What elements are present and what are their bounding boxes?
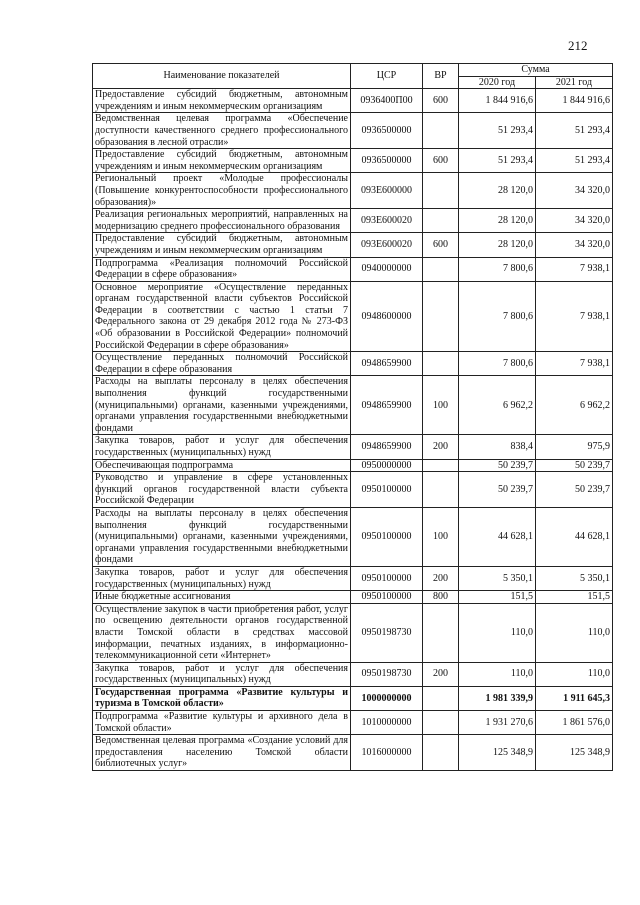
row-2020-cell: 110,0 <box>459 662 536 686</box>
row-2021-cell: 7 938,1 <box>536 352 613 376</box>
row-name-cell: Региональный проект «Молодые профессионалы (Повышение конкурентоспособности профессионального образования)» <box>93 173 351 209</box>
row-2020-cell: 125 348,9 <box>459 735 536 771</box>
table-row <box>93 662 613 686</box>
row-2021-cell: 44 628,1 <box>536 507 613 566</box>
row-vr-cell <box>423 352 459 376</box>
row-csr-cell: 0948600000 <box>351 281 423 352</box>
row-name-cell: Расходы на выплаты персоналу в целях обеспечения выполнения функций государственными (муниципальными) органами, казенными учреждениями, органами управления государственными внебюджетными фондами <box>93 507 351 566</box>
table-row <box>93 507 613 566</box>
row-name-cell: Подпрограмма «Реализация полномочий Российской Федерации в сфере образования» <box>93 257 351 281</box>
header-year-2020: 2020 год <box>459 76 536 89</box>
row-vr-cell: 600 <box>423 149 459 173</box>
row-csr-cell: 093E600020 <box>351 209 423 233</box>
row-name-cell: Реализация региональных мероприятий, направленных на модернизацию среднего профессионального образования <box>93 209 351 233</box>
row-vr-cell: 600 <box>423 233 459 257</box>
row-2021-cell: 5 350,1 <box>536 566 613 590</box>
row-2020-cell: 28 120,0 <box>459 173 536 209</box>
row-csr-cell: 0948659900 <box>351 435 423 459</box>
table-row <box>93 566 613 590</box>
row-2021-cell: 51 293,4 <box>536 149 613 173</box>
row-2020-cell: 110,0 <box>459 603 536 662</box>
row-vr-cell: 200 <box>423 566 459 590</box>
row-csr-cell: 0950100000 <box>351 591 423 604</box>
row-vr-cell <box>423 603 459 662</box>
row-vr-cell: 100 <box>423 507 459 566</box>
row-vr-cell: 800 <box>423 591 459 604</box>
row-csr-cell: 093E600000 <box>351 173 423 209</box>
table-row <box>93 435 613 459</box>
row-name-cell: Предоставление субсидий бюджетным, автономным учреждениям и иным некоммерческим организациям <box>93 233 351 257</box>
table-row <box>93 281 613 352</box>
row-vr-cell <box>423 113 459 149</box>
row-2021-cell: 50 239,7 <box>536 459 613 472</box>
row-2021-cell: 151,5 <box>536 591 613 604</box>
row-name-cell: Государственная программа «Развитие культуры и туризма в Томской области» <box>93 686 351 710</box>
table-row <box>93 89 613 113</box>
header-sum: Сумма <box>459 64 613 77</box>
row-name-cell: Ведомственная целевая программа «Создание условий для предоставления населению Томской области библиотечных услуг» <box>93 735 351 771</box>
table-row <box>93 735 613 771</box>
row-vr-cell: 200 <box>423 662 459 686</box>
row-name-cell: Предоставление субсидий бюджетным, автономным учреждениям и иным некоммерческим организациям <box>93 149 351 173</box>
row-vr-cell <box>423 686 459 710</box>
row-2020-cell: 7 800,6 <box>459 352 536 376</box>
row-name-cell: Закупка товаров, работ и услуг для обеспечения государственных (муниципальных) нужд <box>93 662 351 686</box>
row-csr-cell: 0936400П00 <box>351 89 423 113</box>
row-2021-cell: 110,0 <box>536 662 613 686</box>
row-vr-cell <box>423 735 459 771</box>
row-csr-cell: 0950100000 <box>351 472 423 508</box>
row-2021-cell: 1 861 576,0 <box>536 711 613 735</box>
row-2020-cell: 50 239,7 <box>459 472 536 508</box>
row-csr-cell: 0950100000 <box>351 507 423 566</box>
table-body <box>93 89 613 771</box>
row-2021-cell: 7 938,1 <box>536 281 613 352</box>
header-row <box>93 64 613 77</box>
table-row <box>93 591 613 604</box>
row-2020-cell: 6 962,2 <box>459 376 536 435</box>
row-2021-cell: 51 293,4 <box>536 113 613 149</box>
row-csr-cell: 1016000000 <box>351 735 423 771</box>
row-vr-cell <box>423 472 459 508</box>
header-vr: ВР <box>423 64 459 89</box>
row-name-cell: Предоставление субсидий бюджетным, автономным учреждениям и иным некоммерческим организациям <box>93 89 351 113</box>
row-csr-cell: 0936500000 <box>351 149 423 173</box>
table-row <box>93 603 613 662</box>
row-2020-cell: 7 800,6 <box>459 257 536 281</box>
row-2021-cell: 975,9 <box>536 435 613 459</box>
row-name-cell: Осуществление переданных полномочий Российской Федерации в сфере образования <box>93 352 351 376</box>
row-2020-cell: 28 120,0 <box>459 233 536 257</box>
table-row <box>93 209 613 233</box>
row-vr-cell: 600 <box>423 89 459 113</box>
table-row <box>93 113 613 149</box>
table-row <box>93 686 613 710</box>
row-csr-cell: 0950198730 <box>351 662 423 686</box>
row-2020-cell: 44 628,1 <box>459 507 536 566</box>
row-2021-cell: 1 844 916,6 <box>536 89 613 113</box>
row-2020-cell: 7 800,6 <box>459 281 536 352</box>
row-csr-cell: 1000000000 <box>351 686 423 710</box>
row-2020-cell: 151,5 <box>459 591 536 604</box>
table-row <box>93 352 613 376</box>
row-vr-cell <box>423 281 459 352</box>
row-2020-cell: 28 120,0 <box>459 209 536 233</box>
row-2020-cell: 5 350,1 <box>459 566 536 590</box>
row-csr-cell: 0950100000 <box>351 566 423 590</box>
row-2021-cell: 34 320,0 <box>536 209 613 233</box>
row-name-cell: Обеспечивающая подпрограмма <box>93 459 351 472</box>
row-2020-cell: 838,4 <box>459 435 536 459</box>
row-name-cell: Иные бюджетные ассигнования <box>93 591 351 604</box>
row-vr-cell <box>423 209 459 233</box>
row-2020-cell: 1 981 339,9 <box>459 686 536 710</box>
row-2021-cell: 34 320,0 <box>536 173 613 209</box>
row-vr-cell <box>423 257 459 281</box>
row-2021-cell: 125 348,9 <box>536 735 613 771</box>
table-row <box>93 173 613 209</box>
row-name-cell: Основное мероприятие «Осуществление переданных органам государственной власти субъектов Российской Федерации в соответствии с частью 1 статьи 7 Федерального закона от 29 декабря 2012 года № 273-ФЗ «Об образовании в Российской Федерации» полномочий Российской Федерации в сфере образования» <box>93 281 351 352</box>
page-number: 212 <box>568 38 588 53</box>
row-csr-cell: 1010000000 <box>351 711 423 735</box>
row-vr-cell: 100 <box>423 376 459 435</box>
row-name-cell: Закупка товаров, работ и услуг для обеспечения государственных (муниципальных) нужд <box>93 435 351 459</box>
table-row <box>93 711 613 735</box>
budget-table <box>92 63 613 771</box>
row-2020-cell: 50 239,7 <box>459 459 536 472</box>
row-name-cell: Осуществление закупок в части приобретения работ, услуг по освещению деятельности органов государственной власти Томской области в средствах массовой информации, печатных изданиях, в информационно-телекоммуникационной сети «Интернет» <box>93 603 351 662</box>
row-csr-cell: 0940000000 <box>351 257 423 281</box>
table-row <box>93 472 613 508</box>
row-2020-cell: 1 931 270,6 <box>459 711 536 735</box>
row-name-cell: Закупка товаров, работ и услуг для обеспечения государственных (муниципальных) нужд <box>93 566 351 590</box>
row-vr-cell <box>423 711 459 735</box>
table-row <box>93 459 613 472</box>
table-row <box>93 257 613 281</box>
row-name-cell: Подпрограмма «Развитие культуры и архивного дела в Томской области» <box>93 711 351 735</box>
row-2021-cell: 50 239,7 <box>536 472 613 508</box>
header-year-2021: 2021 год <box>536 76 613 89</box>
row-vr-cell: 200 <box>423 435 459 459</box>
row-csr-cell: 0950000000 <box>351 459 423 472</box>
table-row <box>93 376 613 435</box>
row-csr-cell: 0936500000 <box>351 113 423 149</box>
header-csr: ЦСР <box>351 64 423 89</box>
row-vr-cell <box>423 173 459 209</box>
row-2021-cell: 1 911 645,3 <box>536 686 613 710</box>
row-2020-cell: 1 844 916,6 <box>459 89 536 113</box>
row-vr-cell <box>423 459 459 472</box>
table-row <box>93 233 613 257</box>
row-csr-cell: 0950198730 <box>351 603 423 662</box>
row-name-cell: Руководство и управление в сфере установленных функций органов государственной власти субъекта Российской Федерации <box>93 472 351 508</box>
row-2021-cell: 34 320,0 <box>536 233 613 257</box>
row-name-cell: Расходы на выплаты персоналу в целях обеспечения выполнения функций государственными (муниципальными) органами, казенными учреждениями, органами управления государственными внебюджетными фондами <box>93 376 351 435</box>
row-2020-cell: 51 293,4 <box>459 149 536 173</box>
table-row <box>93 149 613 173</box>
row-csr-cell: 0948659900 <box>351 352 423 376</box>
row-csr-cell: 093E600020 <box>351 233 423 257</box>
row-name-cell: Ведомственная целевая программа «Обеспечение доступности качественного среднего профессионального образования в лесной отрасли» <box>93 113 351 149</box>
row-2021-cell: 6 962,2 <box>536 376 613 435</box>
row-2020-cell: 51 293,4 <box>459 113 536 149</box>
row-2021-cell: 110,0 <box>536 603 613 662</box>
header-name: Наименование показателей <box>93 64 351 89</box>
row-csr-cell: 0948659900 <box>351 376 423 435</box>
row-2021-cell: 7 938,1 <box>536 257 613 281</box>
